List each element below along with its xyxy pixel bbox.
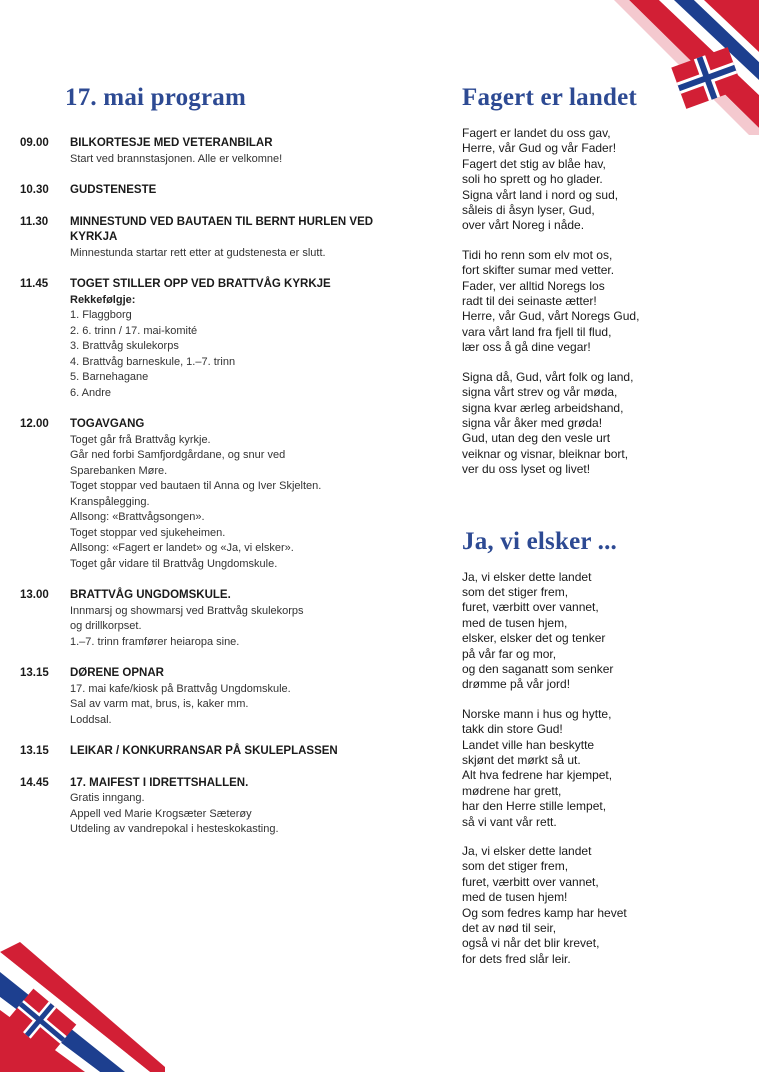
- entry-line: Innmarsj og showmarsj ved Brattvåg skulekorps: [70, 604, 304, 617]
- program-entry: [20, 417, 420, 572]
- list-item: 1. Flaggborg: [70, 309, 132, 321]
- entry-title: GUDSTENESTE: [70, 184, 157, 196]
- verse-line: mødrene har grett,: [462, 783, 562, 798]
- verse-line: har den Herre stille lempet,: [462, 799, 607, 814]
- verse-line: som det stiger frem,: [462, 859, 569, 874]
- verse-line: fort skifter sumar med vetter.: [462, 263, 615, 278]
- verse-line: såleis di åsyn lyser, Gud,: [462, 203, 595, 218]
- song-ja-vi-elsker: [462, 528, 752, 968]
- verse-line: furet, værbitt over vannet,: [462, 600, 599, 615]
- entry-body: [70, 776, 420, 838]
- entry-body: [70, 588, 420, 650]
- entry-time: 12.00: [20, 418, 49, 430]
- verse-line: Landet ville han beskytte: [462, 737, 595, 752]
- entry-subtitle: Rekkefølgje:: [70, 293, 136, 306]
- verse-line: drømme på vår jord!: [462, 677, 571, 692]
- entry-body: [70, 666, 420, 728]
- entry-title: DØRENE OPNAR: [70, 667, 164, 679]
- song-fagert-er-landet: [462, 84, 752, 478]
- verse-line: Herre, vår Gud og vår Fader!: [462, 141, 617, 156]
- entry-time: 13.15: [20, 745, 49, 757]
- verse-line: radt til dei seinaste ætter!: [462, 294, 597, 309]
- verse-line: Fagert er landet du oss gav,: [462, 126, 611, 140]
- entry-line: Toget går vidare til Brattvåg Ungdomskule.: [70, 557, 278, 570]
- parade-order-list: [70, 308, 420, 401]
- verse: [462, 126, 752, 234]
- verse: [462, 370, 752, 478]
- entry-line: 1.–7. trinn framfører heiaropa sine.: [70, 635, 240, 648]
- entry-time: 13.00: [20, 589, 49, 601]
- verse-line: for dets fred slår leir.: [462, 951, 571, 966]
- verse: [462, 570, 752, 693]
- entry-line: 17. mai kafe/kiosk på Brattvåg Ungdomskule.: [70, 682, 291, 695]
- list-item: 6. Andre: [70, 386, 111, 399]
- entry-body: [70, 417, 420, 572]
- verse-line: og den saganatt som senker: [462, 661, 614, 676]
- songs-section: [462, 84, 752, 967]
- program-entry: [20, 183, 420, 199]
- program-title: 17. mai program: [65, 84, 246, 111]
- flag-ribbon-bottom-left: [0, 942, 165, 1072]
- program-entry: [20, 277, 420, 401]
- entry-body: [70, 136, 420, 167]
- entry-line: Allsong: «Brattvågsongen».: [70, 511, 205, 523]
- entry-line: Utdeling av vandrepokal i hesteskokasting.: [70, 823, 279, 835]
- program-entry: [20, 588, 420, 650]
- entry-time: 10.30: [20, 184, 49, 196]
- program-entry: [20, 666, 420, 728]
- verse-line: signa vårt strev og vår møda,: [462, 385, 618, 400]
- entry-line: og drillkorpset.: [70, 620, 142, 632]
- list-item: 3. Brattvåg skulekorps: [70, 340, 179, 352]
- entry-title: MINNESTUND VED BAUTAEN TIL BERNT HURLEN VED KYRKJA: [70, 215, 374, 243]
- verse-line: Herre, vår Gud, vårt Noregs Gud,: [462, 309, 640, 324]
- entry-title: BRATTVÅG UNGDOMSKULE.: [70, 589, 231, 601]
- entry-time: 13.15: [20, 667, 49, 679]
- entry-time: 11.30: [20, 215, 49, 228]
- song-verses: [462, 126, 752, 478]
- program-section: [20, 84, 420, 854]
- verse-line: på vår far og mor,: [462, 646, 557, 661]
- entry-title: 17. MAIFEST I IDRETTSHALLEN.: [70, 776, 249, 789]
- entry-line: Loddsal.: [70, 713, 112, 726]
- program-entry: [20, 136, 420, 167]
- entry-title: LEIKAR / KONKURRANSAR PÅ SKULEPLASSEN: [70, 745, 338, 757]
- verse-line: Gud, utan deg den vesle urt: [462, 431, 611, 446]
- verse-line: elsker, elsker det og tenker: [462, 631, 606, 646]
- program-entry: [20, 215, 420, 262]
- verse-line: som det stiger frem,: [462, 584, 569, 599]
- verse-line: så vi vant vår rett.: [462, 814, 557, 829]
- song-verses: [462, 570, 752, 968]
- verse-line: Signa vårt land i nord og sud,: [462, 187, 619, 202]
- verse-line: Fagert det stig av blåe hav,: [462, 156, 606, 171]
- list-item: 2. 6. trinn / 17. mai-komité: [70, 324, 198, 337]
- verse-line: Norske mann i hus og hytte,: [462, 706, 612, 721]
- entry-line: Appell ved Marie Krogsæter Sæterøy: [70, 807, 252, 820]
- verse-line: Alt hva fedrene har kjempet,: [462, 768, 613, 783]
- verse-line: takk din store Gud!: [462, 722, 563, 737]
- verse-line: signa vår åker med grøda!: [462, 415, 603, 430]
- entry-title: TOGAVGANG: [70, 418, 145, 430]
- verse-line: veiknar og visnar, bleiknar bort,: [462, 446, 629, 461]
- verse-line: Signa då, Gud, vårt folk og land,: [462, 369, 634, 384]
- verse: [462, 248, 752, 356]
- entry-time: 11.45: [20, 278, 49, 290]
- verse-line: lær oss å gå dine vegar!: [462, 340, 591, 355]
- entry-body: [70, 183, 420, 199]
- song-title: Ja, vi elsker ...: [462, 527, 618, 555]
- verse-line: med de tusen hjem!: [462, 890, 568, 905]
- entry-title: BILKORTESJE MED VETERANBILAR: [70, 137, 273, 149]
- entry-body: [70, 744, 420, 760]
- program-list: [20, 136, 420, 838]
- entry-body: [70, 277, 420, 401]
- entry-line: Kranspålegging.: [70, 495, 150, 508]
- entry-time: 14.45: [20, 776, 49, 789]
- entry-line: Allsong: «Fagert er landet» og «Ja, vi elsker».: [70, 542, 294, 554]
- verse-line: soli ho sprett og ho glader.: [462, 172, 603, 187]
- entry-line: Går ned forbi Samfjordgårdane, og snur ved: [70, 449, 286, 461]
- verse-line: ver du oss lyset og livet!: [462, 462, 591, 477]
- verse-line: Og som fedres kamp har hevet: [462, 905, 627, 920]
- verse: [462, 707, 752, 830]
- verse-line: vara vårt land fra fjell til flud,: [462, 324, 612, 339]
- entry-line: Toget stoppar ved bautaen til Anna og Iver Skjelten.: [70, 480, 322, 492]
- entry-line: Gratis inngang.: [70, 792, 145, 804]
- verse-line: furet, værbitt over vannet,: [462, 874, 599, 889]
- list-item: 5. Barnehagane: [70, 371, 149, 383]
- entry-line: Minnestunda startar rett etter at gudstenesta er slutt.: [70, 246, 326, 259]
- verse-line: det av nød til seir,: [462, 921, 557, 936]
- verse-line: Tidi ho renn som elv mot os,: [462, 247, 613, 262]
- entry-line: Sal av varm mat, brus, is, kaker mm.: [70, 698, 249, 710]
- verse-line: Ja, vi elsker dette landet: [462, 569, 592, 584]
- verse-line: Fader, ver alltid Noregs los: [462, 278, 605, 293]
- list-item: 4. Brattvåg barneskule, 1.–7. trinn: [70, 355, 236, 368]
- entry-line: Toget stoppar ved sjukeheimen.: [70, 526, 226, 539]
- verse-line: skjønt det mørkt så ut.: [462, 753, 581, 767]
- program-entry: [20, 776, 420, 838]
- entry-line: Sparebanken Møre.: [70, 464, 168, 477]
- entry-time: 09.00: [20, 137, 49, 149]
- verse-line: også vi når det blir krevet,: [462, 936, 600, 951]
- verse-line: med de tusen hjem,: [462, 615, 568, 630]
- song-title: Fagert er landet: [462, 84, 637, 111]
- entry-title: TOGET STILLER OPP VED BRATTVÅG KYRKJE: [70, 278, 331, 290]
- entry-line: Toget går frå Brattvåg kyrkje.: [70, 433, 211, 446]
- program-entry: [20, 744, 420, 760]
- verse-line: signa kvar ærleg arbeidshand,: [462, 400, 624, 415]
- verse-line: over vårt Noreg i nåde.: [462, 218, 585, 233]
- entry-body: [70, 215, 420, 262]
- entry-line: Start ved brannstasjonen. Alle er velkomne!: [70, 152, 283, 165]
- verse-line: Ja, vi elsker dette landet: [462, 844, 592, 859]
- verse: [462, 844, 752, 967]
